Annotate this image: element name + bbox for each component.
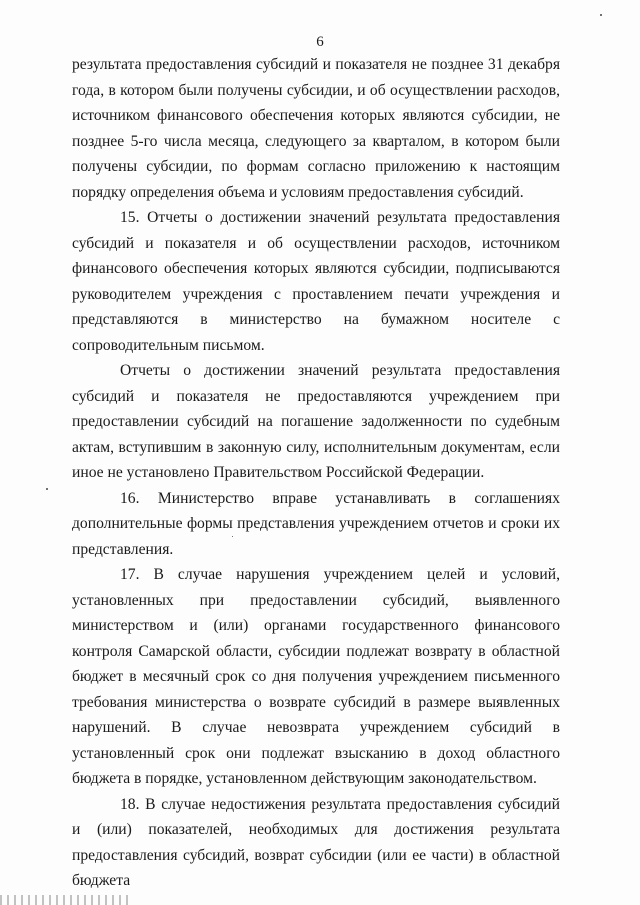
paragraph-item-15: 15. Отчеты о достижении значений результата предоставления субсидий и показателя и об осуществлении расходов, источником финансового обеспечения которых являются субсидии, подписываются руководителем учреждения с проставлением печати учреждения и представляются в министерство на бумажном носителе с сопроводительным письмом.: [72, 209, 560, 354]
scan-edge-artifact: [0, 895, 130, 905]
paragraph-continuation: результата предоставления субсидий и показателя не позднее 31 декабря года, в котором были получены субсидии, и об осуществлении расходов, источником финансового обеспечения которых являются субсидии, не позднее 5-го числа месяца, следующего за кварталом, в котором были получены субсидии, по формам согласно приложению к настоящим порядку определения объема и условиям предоставления субсидий.: [72, 56, 560, 201]
paragraph-item-17: 17. В случае нарушения учреждением целей и условий, установленных при предоставлении субсидий, выявленного министерством и (или) органами государственного финансового контроля Самарской области, субсидии подлежат возврату в областной бюджет в месячный срок со дня получения учреждением письменного требования министерства о возврате субсидий в размере выявленных нарушений. В случае невозврата учреждением субсидий в установленный срок они подлежат взысканию в доход областного бюджета в порядке, установленном действующим законодательством.: [72, 566, 560, 787]
document-body: [72, 52, 560, 894]
scan-speck: [46, 488, 48, 490]
paragraph-item-16: 16. Министерство вправе устанавливать в соглашениях дополнительные формы представления учреждением отчетов и сроки их представления.: [72, 489, 560, 558]
scan-speck: [232, 536, 233, 537]
paragraph-item-18: 18. В случае недостижения результата предоставления субсидий и (или) показателей, необходимых для достижения результата предоставления субсидий, возврат субсидии (или ее части) в областной бюджета: [72, 795, 560, 889]
page-number: 6: [316, 34, 324, 50]
scan-speck: [600, 14, 602, 16]
paragraph-reports-exception: Отчеты о достижении значений результата предоставления субсидий и показателя не предоставляются учреждением при предоставлении субсидий на погашение задолженности по судебным актам, вступившим в законную силу, исполнительным документам, если иное не установлено Правительством Российской Федерации.: [72, 362, 560, 481]
